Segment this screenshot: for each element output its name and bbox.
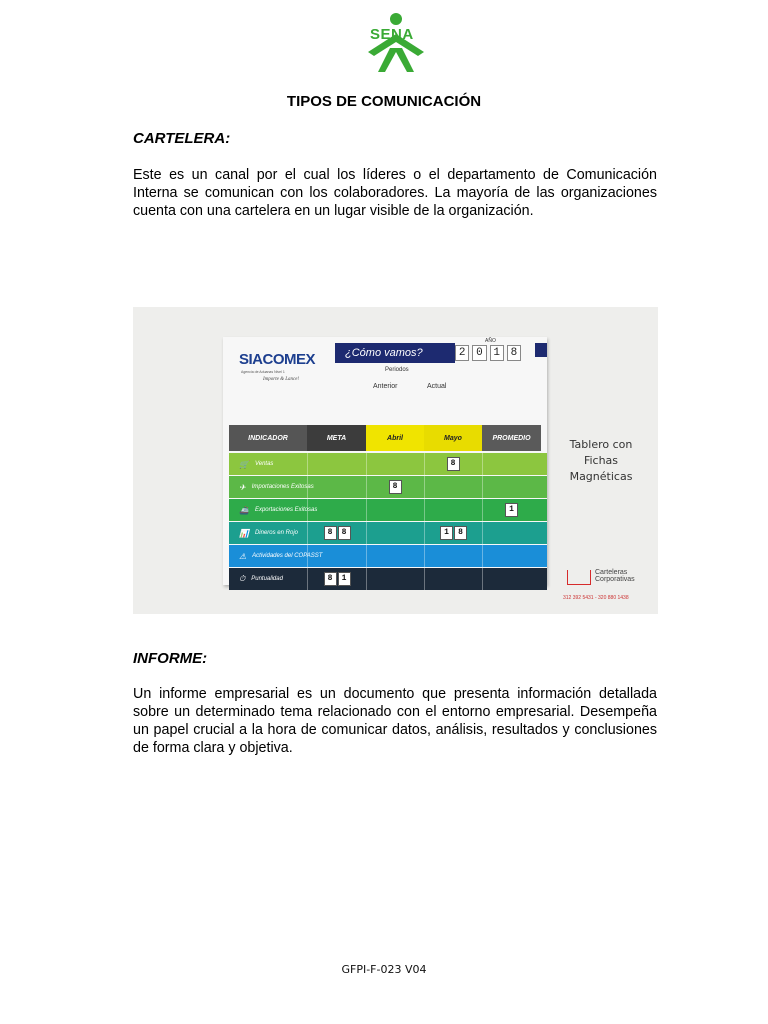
board-row-label (239, 568, 283, 590)
board-row (229, 499, 547, 521)
previous-label: Anterior (373, 383, 398, 390)
row-indicator-icon: 🚢 (239, 505, 249, 515)
magnetic-chip: 8 (338, 526, 351, 540)
row-label-text: Dineros en Rojo (254, 530, 298, 536)
board-column-header: Mayo (424, 425, 482, 451)
board-row-label (239, 522, 298, 544)
board-slogan: Importe & Lance! (263, 377, 300, 382)
year-chips (455, 345, 521, 361)
row-indicator-icon: 📊 (239, 528, 249, 538)
section-text-informe: Un informe empresarial es un documento que presenta información detallada sobre un determinado tema relacionado con el entorno empresarial. Desempeña un papel crucial a la hora de comunicar datos, análisis, resultados y conclusiones de forma clara y objetiva. (133, 686, 657, 756)
column-divider (307, 499, 308, 521)
vendor-logo-icon (567, 570, 591, 585)
board-photo (133, 307, 658, 614)
column-divider (424, 453, 425, 475)
board-row-label (239, 545, 322, 567)
board (223, 337, 547, 585)
column-divider (307, 453, 308, 475)
column-divider (366, 568, 367, 590)
vendor-name: Carteleras Corporativas (595, 569, 635, 583)
banner-end (535, 343, 547, 357)
magnetic-chip: 8 (389, 480, 402, 494)
board-brand-sub: Agencia de Aduanas Nivel 1 (241, 370, 285, 374)
column-divider (424, 545, 425, 567)
row-label-text: Importaciones Exitosas (251, 484, 314, 490)
magnetic-chip: 8 (447, 457, 460, 471)
board-banner: ¿Cómo vamos? (335, 343, 455, 363)
sena-logo (362, 12, 430, 74)
board-row-label (239, 476, 314, 498)
column-divider (366, 545, 367, 567)
board-row (229, 522, 547, 544)
row-label-text: Exportaciones Exitosas (254, 507, 318, 513)
year-digit: 1 (490, 345, 504, 361)
year-digit: 8 (507, 345, 521, 361)
board-column-header: META (307, 425, 366, 451)
periods-label: Periodos (385, 367, 409, 373)
column-divider (307, 476, 308, 498)
column-divider (307, 568, 308, 590)
column-divider (424, 522, 425, 544)
column-divider (424, 499, 425, 521)
row-label-text: Puntualidad (251, 576, 283, 582)
section-text-cartelera: Este es un canal por el cual los líderes o el departamento de Comunicación Interna se comunican con los colaboradores. La mayoría de las organizaciones cuenta con una cartelera en un lugar visible de la organización. (133, 167, 657, 219)
year-label: AÑO (485, 338, 496, 344)
board-row-label (239, 499, 317, 521)
column-divider (482, 568, 483, 590)
section-heading-informe: INFORME: (133, 650, 208, 667)
magnetic-chip: 8 (324, 572, 337, 586)
vendor-phones: 312 392 5431 - 320 880 1438 (563, 595, 629, 601)
current-label: Actual (427, 383, 447, 390)
row-label-text: Actividades del COPASST (252, 553, 323, 559)
magnetic-chip: 8 (324, 526, 337, 540)
document-code: GFPI-F-023 V04 (341, 963, 427, 976)
column-divider (482, 476, 483, 498)
year-digit: 0 (472, 345, 486, 361)
column-divider (482, 453, 483, 475)
column-divider (307, 522, 308, 544)
board-brand: SIACOMEX (239, 351, 316, 368)
logo-text: SENA (370, 26, 414, 43)
magnetic-chip: 1 (338, 572, 351, 586)
row-indicator-icon: 🛒 (239, 459, 249, 469)
board-row (229, 545, 547, 567)
year-digit: 2 (455, 345, 469, 361)
magnetic-chip: 8 (454, 526, 467, 540)
board-column-header: Abril (366, 425, 424, 451)
board-column-header: INDICADOR (229, 425, 307, 451)
row-indicator-icon: ⏱ (239, 574, 246, 583)
board-row (229, 568, 547, 590)
photo-caption: Tablero con Fichas Magnéticas (569, 438, 633, 483)
column-divider (366, 476, 367, 498)
row-label-text: Ventas (254, 461, 274, 467)
board-row (229, 453, 547, 475)
section-heading-cartelera: CARTELERA: (133, 130, 231, 147)
column-divider (424, 476, 425, 498)
column-divider (424, 568, 425, 590)
column-divider (482, 499, 483, 521)
column-divider (366, 453, 367, 475)
column-divider (482, 522, 483, 544)
row-indicator-icon: ⚠ (239, 551, 247, 561)
board-column-header: PROMEDIO (482, 425, 541, 451)
column-divider (366, 522, 367, 544)
board-row-label (239, 453, 273, 475)
row-indicator-icon: ✈ (239, 482, 246, 492)
magnetic-chip: 1 (440, 526, 453, 540)
page-title: TIPOS DE COMUNICACIÓN (286, 93, 482, 110)
column-divider (307, 545, 308, 567)
sena-figure-icon (362, 12, 430, 74)
column-divider (482, 545, 483, 567)
magnetic-chip: 1 (505, 503, 518, 517)
column-divider (366, 499, 367, 521)
